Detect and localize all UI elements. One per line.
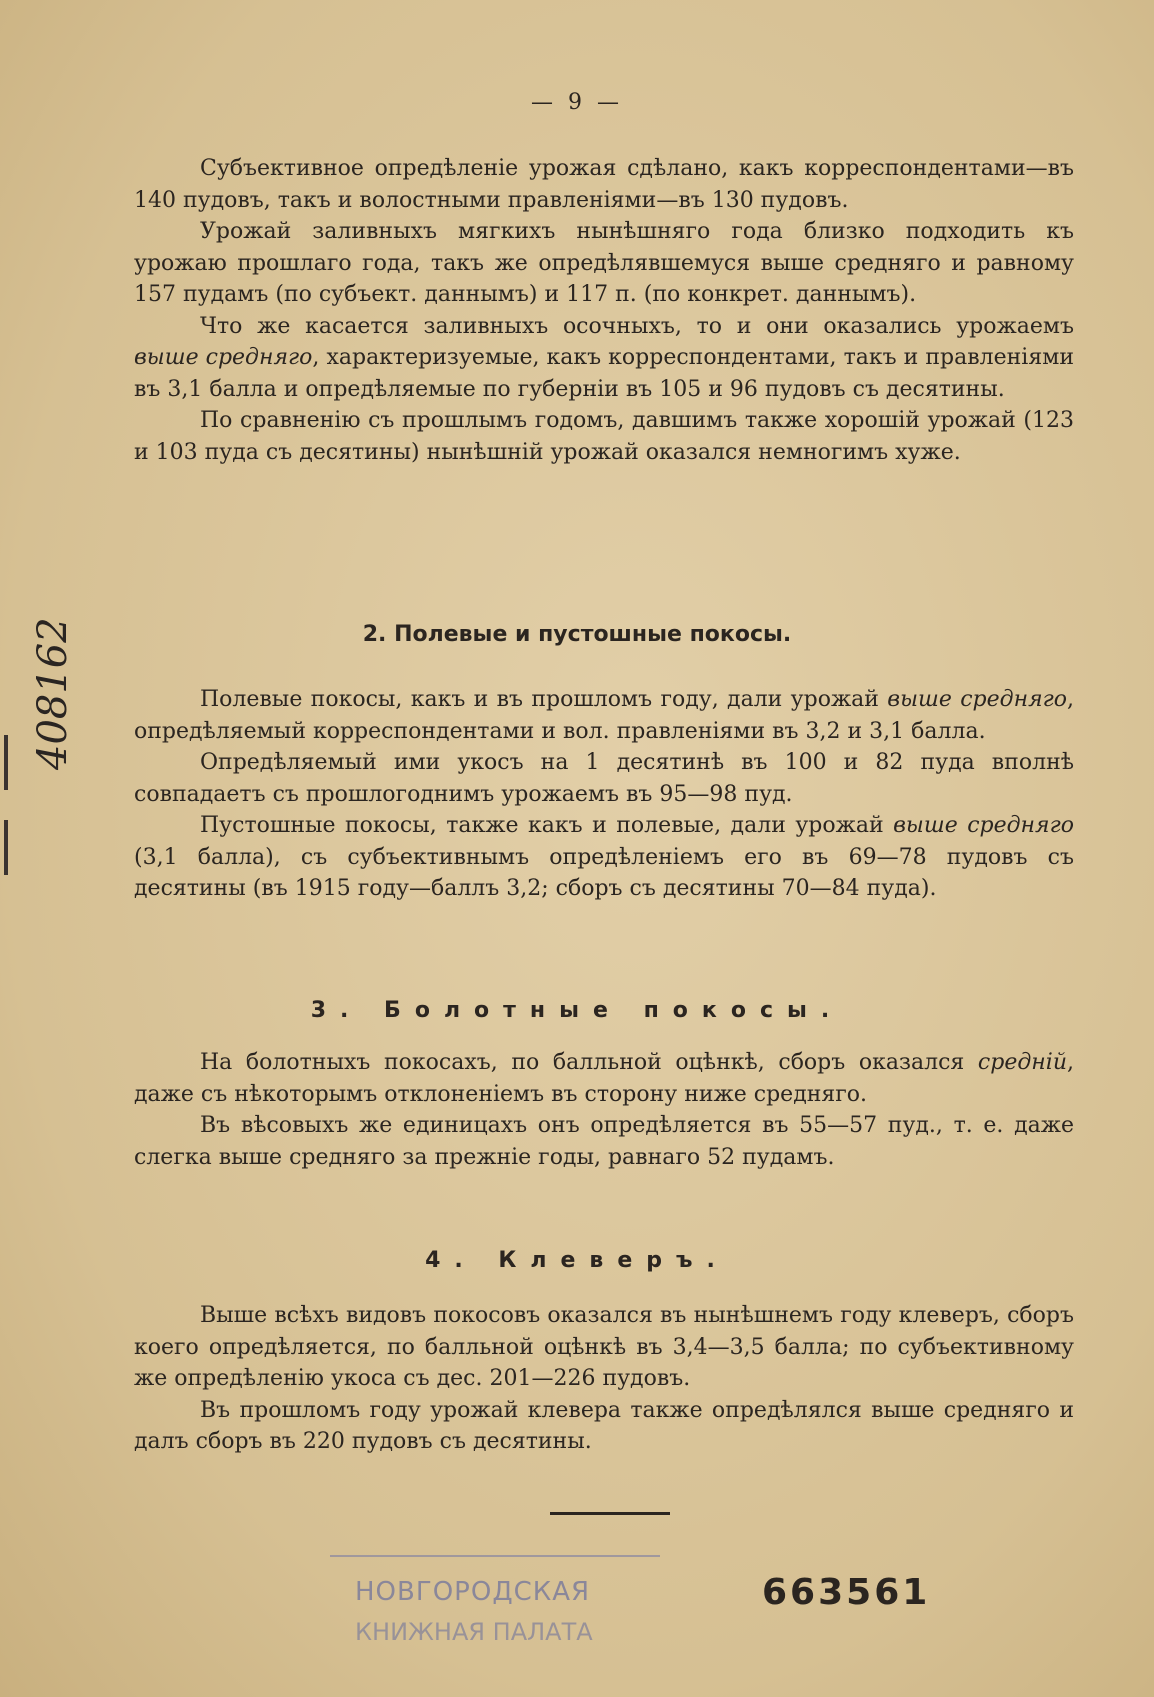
section2-text xyxy=(134,684,1074,905)
paragraph: Въ прошломъ году урожай клевера также опредѣлялся выше средняго и далъ сборъ въ 220 пудовъ съ десятины. xyxy=(134,1397,1074,1454)
inventory-number: 663561 xyxy=(762,1572,931,1613)
margin-bar xyxy=(4,735,8,790)
paragraph: Выше всѣхъ видовъ покосовъ оказался въ нынѣшнемъ году клеверъ, сборъ коего опредѣляется, по балльной оцѣнкѣ въ 3,4—3,5 балла; по субъективному же опредѣленію укоса съ дес. 201—226 пудовъ. xyxy=(134,1303,1074,1391)
paragraph: На болотныхъ покосахъ, по балльной оцѣнкѣ, сборъ оказался средній, даже съ нѣкоторымъ отклоненіемъ въ сторону ниже средняго. xyxy=(134,1050,1074,1107)
margin-bar xyxy=(4,820,8,875)
section-heading-4: 4. Клеверъ. xyxy=(425,1248,729,1273)
handwritten-margin-number: 408162 xyxy=(30,617,76,770)
paragraph: Опредѣляемый ими укосъ на 1 десятинѣ въ 100 и 82 пуда вполнѣ совпадаетъ съ прошлогоднимъ урожаемъ въ 95—98 пуд. xyxy=(134,750,1074,807)
paragraph: Урожай заливныхъ мягкихъ нынѣшняго года близко подходить къ урожаю прошлаго года, такъ же опредѣлявшемуся выше средняго и равному 157 пудамъ (по субъект. даннымъ) и 117 п. (по конкрет. даннымъ). xyxy=(134,219,1074,307)
paragraph: Пустошные покосы, также какъ и полевые, дали урожай выше средняго (3,1 балла), съ субъективнымъ опредѣленіемъ его въ 69—78 пудовъ съ десятины (въ 1915 году—баллъ 3,2; сборъ съ десятины 70—84 пуда). xyxy=(134,813,1074,901)
paragraph: Субъективное опредѣленіе урожая сдѣлано, какъ корреспондентами—въ 140 пудовъ, такъ и волостными правленіями—въ 130 пудовъ. xyxy=(134,156,1074,213)
paragraph: Въ вѣсовыхъ же единицахъ онъ опредѣляется въ 55—57 пуд., т. е. даже слегка выше средняго за прежніе годы, равнаго 52 пудамъ. xyxy=(134,1113,1074,1170)
section-heading-3: 3. Болотные покосы. xyxy=(310,998,844,1023)
section3-text xyxy=(134,1047,1074,1173)
section1-text xyxy=(134,153,1074,468)
section4-text xyxy=(134,1300,1074,1458)
paragraph: Полевые покосы, какъ и въ прошломъ году, дали урожай выше средняго, опредѣляемый корреспондентами и вол. правленіями въ 3,2 и 3,1 балла. xyxy=(134,687,1074,744)
italic-emphasis: выше средняго xyxy=(134,345,313,370)
paragraph: По сравненію съ прошлымъ годомъ, давшимъ также хорошій урожай (123 и 103 пуда съ десятины) нынѣшній урожай оказался немногимъ хуже. xyxy=(134,408,1074,465)
closing-rule xyxy=(550,1512,670,1515)
italic-emphasis: средній xyxy=(977,1050,1067,1075)
italic-emphasis: выше средняго xyxy=(893,813,1074,838)
stamp-text: НОВГОРОДСКАЯ xyxy=(355,1577,591,1607)
italic-emphasis: выше средняго xyxy=(887,687,1067,712)
paragraph: Что же касается заливныхъ осочныхъ, то и они оказались урожаемъ выше средняго, характеризуемые, какъ корреспондентами, такъ и правленіями въ 3,1 балла и опредѣляемые по губерніи въ 105 и 96 пудовъ съ десятины. xyxy=(134,313,1074,402)
page-number: — 9 — xyxy=(531,90,623,115)
stamp-text: КНИЖНАЯ ПАЛАТА xyxy=(355,1618,593,1646)
section-heading-2: 2. Полевые и пустошные покосы. xyxy=(362,622,792,647)
